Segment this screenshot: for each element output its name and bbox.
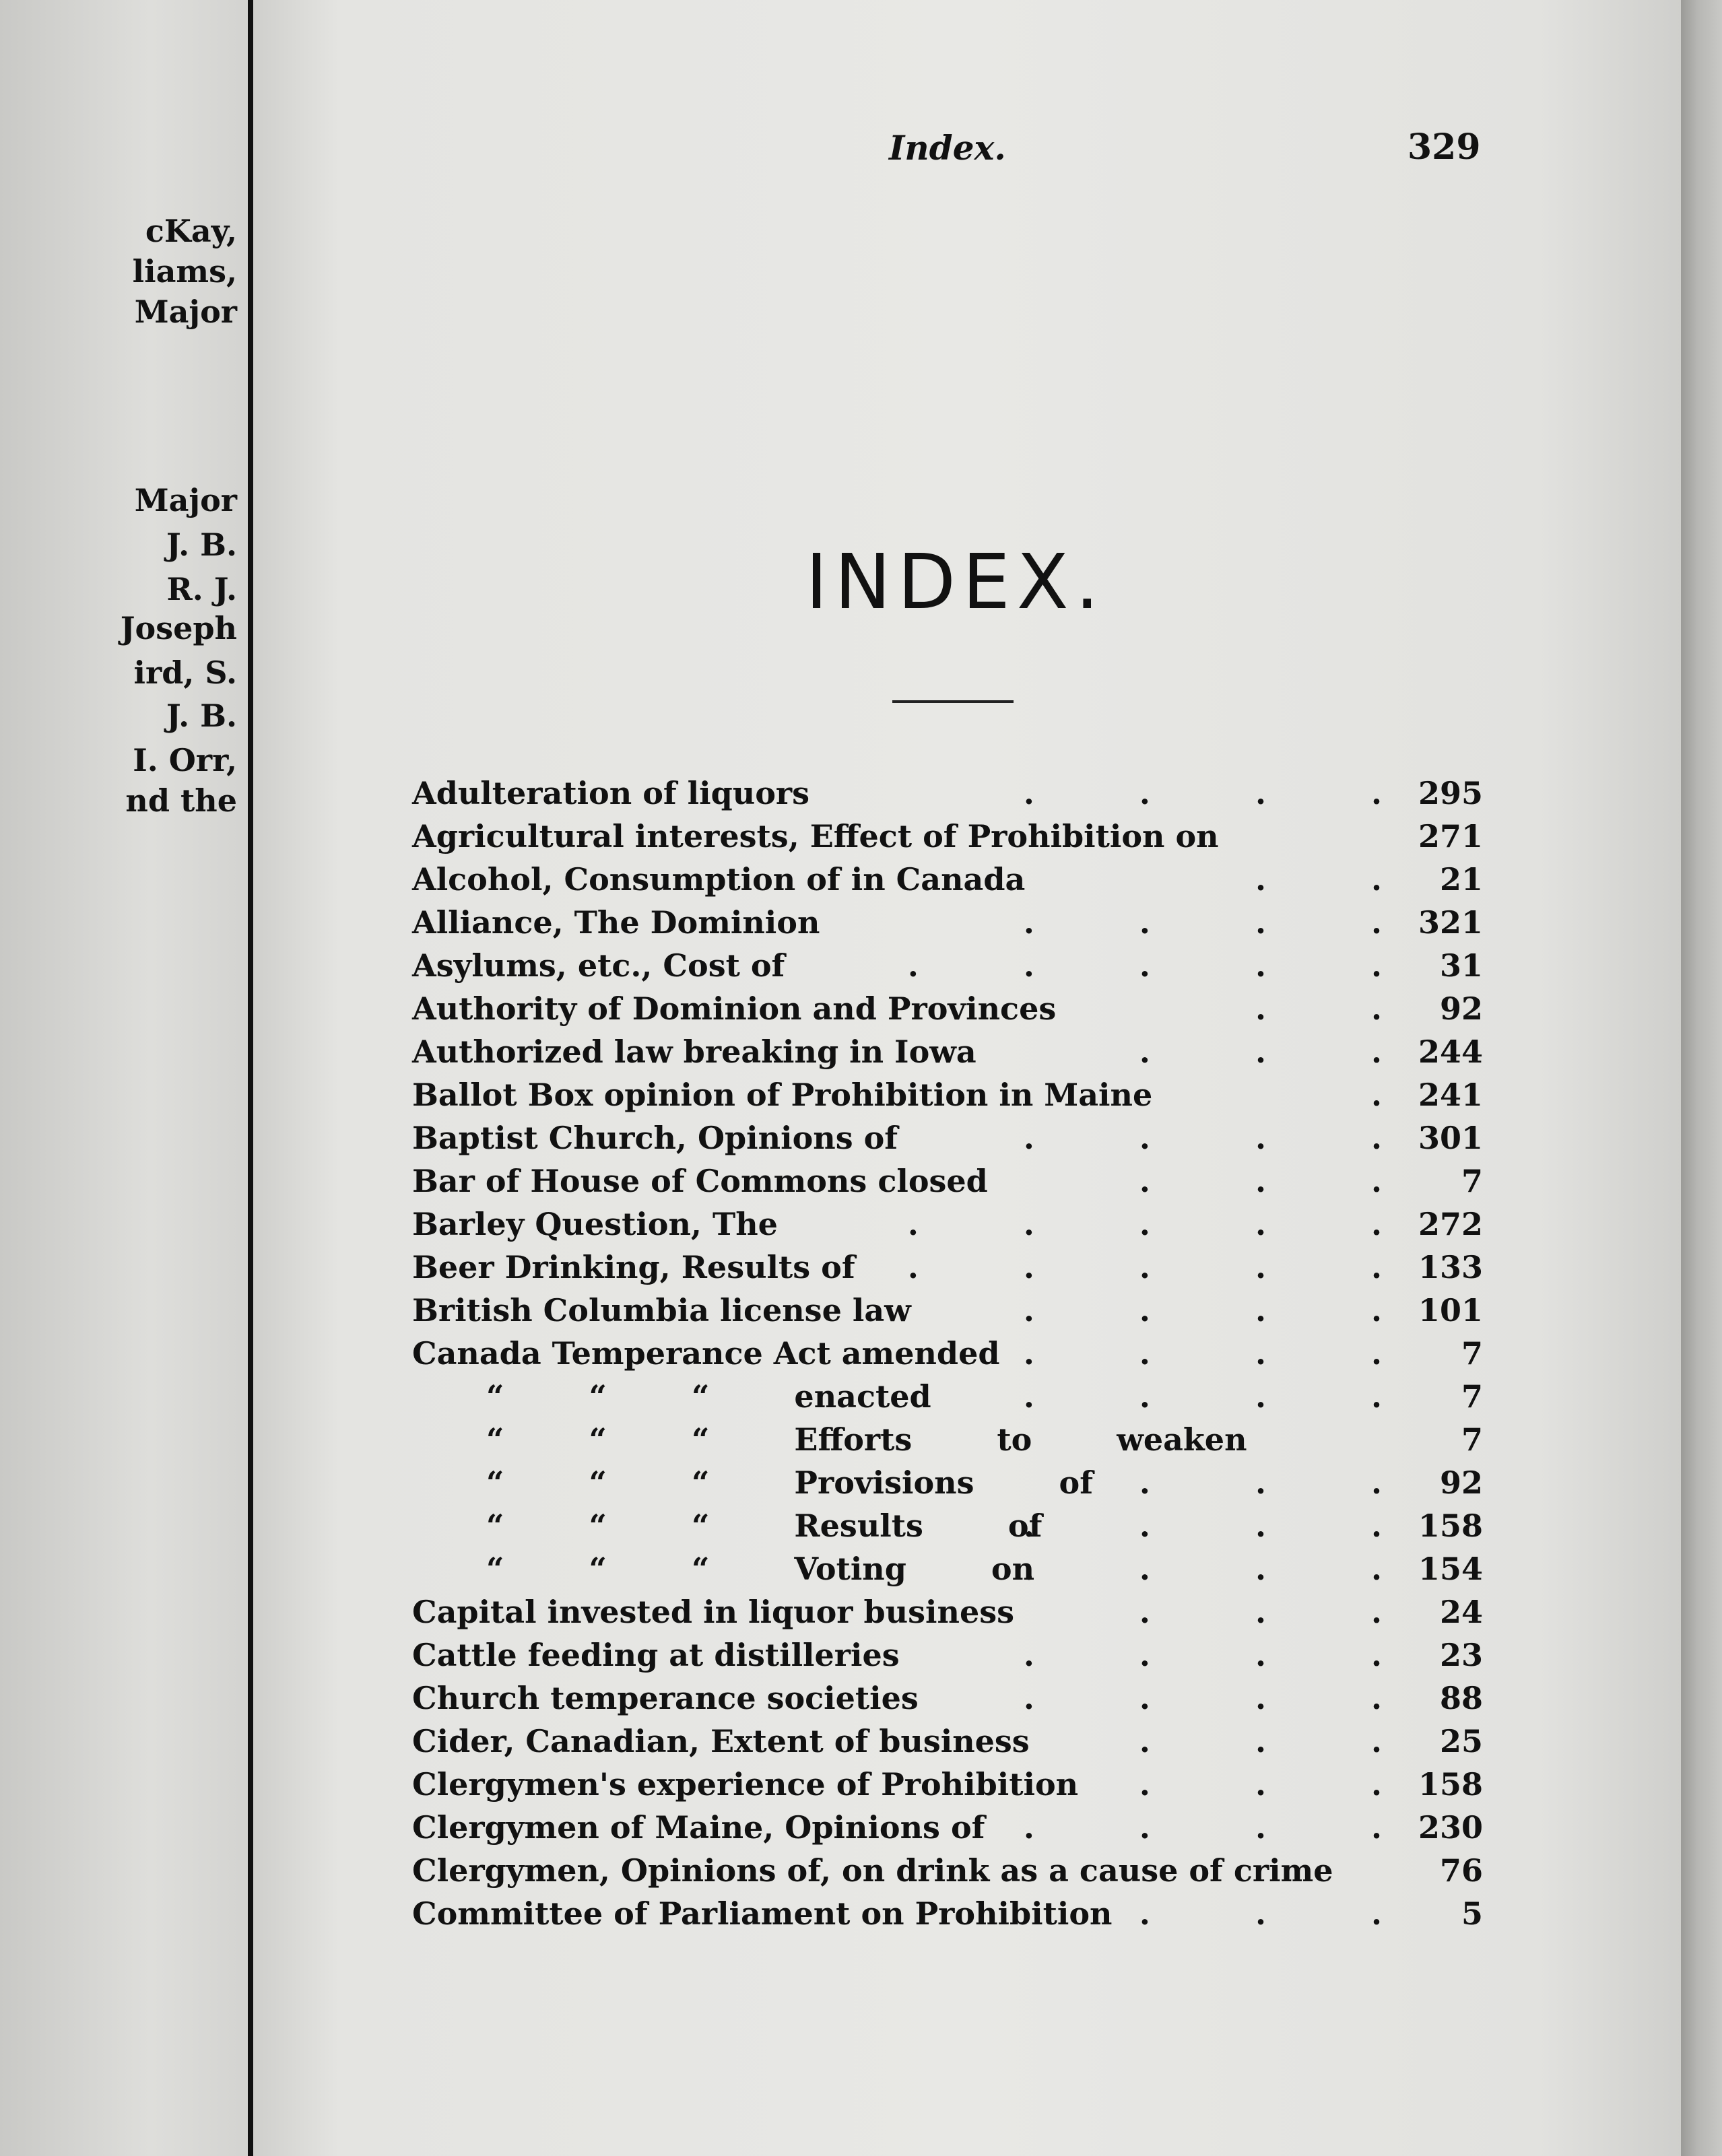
index-entry [412,1289,1483,1332]
index-entry [412,772,1483,815]
index-entry-text: British Columbia license law [412,1292,911,1328]
index-entry-text: Asylums, etc., Cost of [412,947,785,984]
leader-dots: . . . . [1023,1378,1429,1415]
index-entry-page: 154 [1418,1551,1483,1587]
left-text-line: Major [134,294,237,330]
index-entry-text: Baptist Church, Opinions of [412,1120,898,1156]
index-entry-text: “ “ “ Voting on [486,1551,1035,1587]
index-entry-page: 295 [1418,775,1483,811]
index-entry-text: Ballot Box opinion of Prohibition in Maine [412,1077,1153,1113]
index-entry [412,1504,1483,1547]
leader-dots: . . . [1139,1766,1429,1803]
leader-dots: . . . [1139,1594,1429,1630]
index-entry [412,1375,1483,1418]
index-entry [412,1116,1483,1159]
index-title: INDEX. [805,539,1106,626]
index-entry-page: 88 [1439,1680,1483,1716]
leader-dots: . . . . [1023,1551,1429,1587]
index-entry [412,1720,1483,1763]
left-text-line: cKay, [145,213,237,249]
index-entry-text: Canada Temperance Act amended [412,1335,1000,1372]
running-head: Index. [889,128,1006,168]
index-entry [412,1763,1483,1806]
leader-dots: . [1370,1077,1429,1113]
index-entry [412,987,1483,1030]
index-entry-text: Clergymen of Maine, Opinions of [412,1809,985,1846]
index-entry-page: 7 [1461,1163,1483,1199]
index-entry [412,1547,1483,1590]
index-entries [412,772,1483,1935]
index-entry-page: 7 [1461,1335,1483,1372]
index-entry-page: 271 [1418,818,1483,854]
leader-dots: . . . . [1023,1637,1429,1673]
index-entry-page: 25 [1439,1723,1483,1759]
index-entry-page: 24 [1439,1594,1483,1630]
index-entry-text: Cider, Canadian, Extent of business [412,1723,1030,1759]
leader-dots: . . . . [1023,1508,1429,1544]
leader-dots: . . . [1139,1163,1429,1199]
leader-dots: . . [1255,861,1429,898]
page-edge-shadow [1681,0,1722,2156]
leader-dots: . . . . . [907,1206,1429,1242]
index-entry-text: Capital invested in liquor business [412,1594,1015,1630]
leader-dots: . . . [1139,1034,1429,1070]
index-entry [412,1892,1483,1935]
leader-dots: . . . [1139,1895,1429,1932]
index-entry [412,1590,1483,1633]
index-entry [412,1203,1483,1246]
index-entry [412,1332,1483,1375]
index-entry-text: “ “ “ Efforts to weaken [486,1421,1247,1458]
index-entry-page: 101 [1418,1292,1483,1328]
leader-dots: . . . . [1023,1292,1429,1328]
index-entry [412,1073,1483,1116]
left-text-line: R. J. [166,571,237,607]
index-entry-page: 92 [1439,1464,1483,1501]
index-entry-page: 272 [1418,1206,1483,1242]
index-entry-text: Alcohol, Consumption of in Canada [412,861,1026,898]
index-entry-text: Committee of Parliament on Prohibition [412,1895,1113,1932]
index-entry [412,944,1483,987]
index-entry-text: Clergymen, Opinions of, on drink as a cause of crime [412,1852,1333,1889]
leader-dots: . . . [1139,1723,1429,1759]
facing-page-fragment [0,0,251,2156]
index-entry-text: Adulteration of liquors [412,775,810,811]
index-entry-text: “ “ “ enacted [486,1378,931,1415]
title-rule [892,700,1014,703]
index-entry [412,1849,1483,1892]
index-entry-text: “ “ “ Provisions of [486,1464,1094,1501]
leader-dots: . . . . . [907,1249,1429,1285]
index-entry [412,1418,1483,1461]
index-entry-page: 230 [1418,1809,1483,1846]
index-entry-text: Barley Question, The [412,1206,778,1242]
index-entry-text: Cattle feeding at distilleries [412,1637,900,1673]
index-entry-page: 31 [1439,947,1483,984]
index-entry-page: 241 [1418,1077,1483,1113]
index-entry-text: Authorized law breaking in Iowa [412,1034,976,1070]
index-entry-page: 23 [1439,1637,1483,1673]
index-entry [412,815,1483,858]
index-entry [412,1030,1483,1073]
index-entry-page: 158 [1418,1766,1483,1803]
index-entry-text: Clergymen's experience of Prohibition [412,1766,1079,1803]
leader-dots: . . . . [1023,775,1429,811]
left-text-line: nd the [125,782,237,819]
index-entry [412,1806,1483,1849]
left-text-line: J. B. [166,698,237,734]
index-entry-page: 7 [1461,1378,1483,1415]
index-entry-page: 321 [1418,904,1483,941]
index-entry-text: “ “ “ Results of [486,1508,1042,1544]
leader-dots: . . . . [1023,904,1429,941]
leader-dots: . . . . [1023,1809,1429,1846]
leader-dots: . . [1255,990,1429,1027]
index-entry [412,901,1483,944]
index-entry-page: 158 [1418,1508,1483,1544]
left-text-line: liams, [132,253,237,290]
index-entry [412,1633,1483,1677]
left-text-line: I. Orr, [133,742,237,778]
leader-dots: . . . . [1023,1120,1429,1156]
index-entry-text: Bar of House of Commons closed [412,1163,988,1199]
left-text-line: Joseph [120,610,237,646]
left-text-line: ird, S. [133,654,237,691]
index-entry-page: 5 [1461,1895,1483,1932]
leader-dots: . . . . [1023,1335,1429,1372]
index-entry-page: 21 [1439,861,1483,898]
index-entry [412,1461,1483,1504]
index-entry-page: 76 [1439,1852,1483,1889]
index-entry [412,1246,1483,1289]
index-entry-page: 7 [1461,1421,1483,1458]
index-entry-page: 244 [1418,1034,1483,1070]
index-entry-text: Church temperance societies [412,1680,919,1716]
index-entry [412,1677,1483,1720]
page-number: 329 [1408,127,1481,168]
index-entry [412,858,1483,901]
leader-dots: . . . . . [907,947,1429,984]
book-gutter [248,0,253,2156]
index-entry-text: Agricultural interests, Effect of Prohibition on [412,818,1219,854]
left-text-line: J. B. [166,527,237,563]
index-entry-text: Authority of Dominion and Provinces [412,990,1057,1027]
left-text-line: Major [134,482,237,518]
leader-dots: . . . . [1023,1680,1429,1716]
index-entry-text: Beer Drinking, Results of [412,1249,855,1285]
index-entry [412,1159,1483,1203]
index-entry-page: 133 [1418,1249,1483,1285]
index-entry-page: 301 [1418,1120,1483,1156]
index-entry-text: Alliance, The Dominion [412,904,820,941]
leader-dots: . . . [1139,1464,1429,1501]
index-entry-page: 92 [1439,990,1483,1027]
